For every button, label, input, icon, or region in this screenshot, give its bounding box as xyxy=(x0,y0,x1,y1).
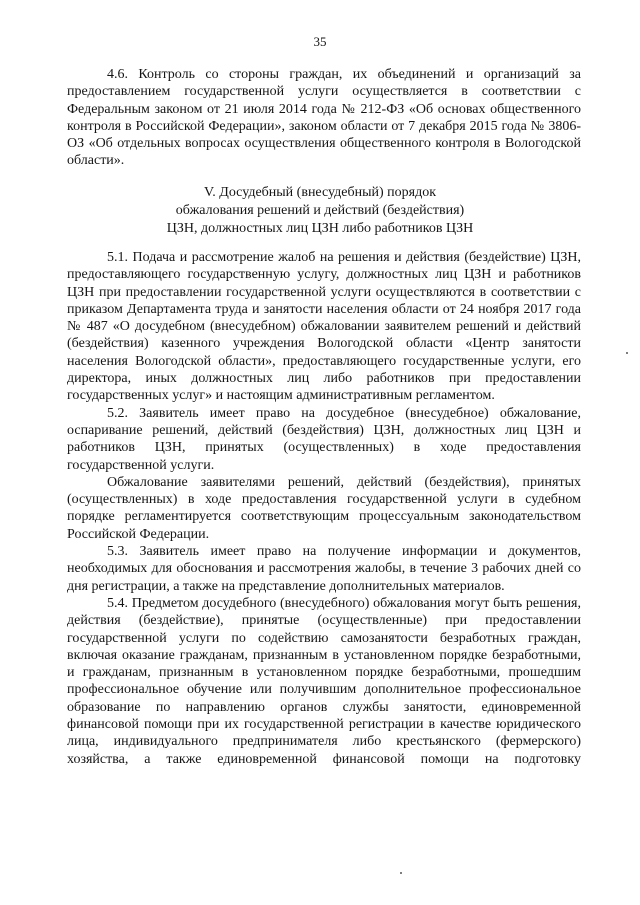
section-v-heading xyxy=(0,184,640,238)
scan-speck xyxy=(400,872,402,874)
section-heading-line-1: V. Досудебный (внесудебный) порядок xyxy=(203,185,437,200)
section-heading-line-3: ЦЗН, должностных лиц ЦЗН либо работников ЦЗН xyxy=(166,221,474,236)
page-number: 35 xyxy=(313,34,327,49)
section-v-body xyxy=(67,249,581,768)
paragraph-4-6-block xyxy=(67,66,581,170)
paragraph-4-6: 4.6. Контроль со стороны граждан, их объединений и организаций за предоставлением государственной услуги осуществляется в соответствии с Федеральным законом от 21 июля 2014 года № 212-ФЗ «Об основах общественного контроля в Российской Федерации», законом области от 7 декабря 2015 года № 3806-ОЗ «Об отдельных вопросах осуществления общественного контроля в Вологодской области». xyxy=(67,67,581,169)
paragraph-5-1: 5.1. Подача и рассмотрение жалоб на решения и действия (бездействие) ЦЗН, предоставляющего государственную услугу, должностных лиц ЦЗН и работников ЦЗН при предоставлении государственной услуги осуществляются в соответствии с приказом Департамента труда и занятости населения области от 24 ноября 2017 года № 487 «О досудебном (внесудебном) обжаловании заявителем решений и действий (бездействия) казенного учреждения Вологодской области «Центр занятости населения Вологодской области», предоставляющего государственные услуги, его директора, иных должностных лиц либо работников при предоставлении государственных услуг» и настоящим административным регламентом. xyxy=(67,250,581,404)
paragraph-appeal-court: Обжалование заявителями решений, действий (бездействия), принятых (осуществленных) в ходе предоставления государственной услуги в судебном порядке регламентируется соответствующим процессуальным законодательством Российской Федерации. xyxy=(67,474,581,542)
paragraph-5-2: 5.2. Заявитель имеет право на досудебное (внесудебное) обжалование, оспаривание решений, действий (бездействия) ЦЗН, должностных лиц ЦЗН и работников ЦЗН, принятых (осуществленных) в ходе предоставления государственной услуги. xyxy=(67,405,581,473)
paragraph-5-4: 5.4. Предметом досудебного (внесудебного) обжалования могут быть решения, действия (бездействие), принятые (осуществленные) при предоставлении государственной услуги по содействию самозанятости безработных граждан, включая оказание гражданам, признанным в установленном порядке безработными, и гражданам, признанным в установленном порядке безработными, прошедшим профессиональное обучение или получившим дополнительное профессиональное образование по направлению органов службы занятости, единовременной финансовой помощи при их государственной регистрации в качестве юридического лица, индивидуального предпринимателя либо крестьянского (фермерского) хозяйства, а также единовременной финансовой помощи на подготовку xyxy=(67,595,581,767)
section-heading-line-2: обжалования решений и действий (бездействия) xyxy=(175,203,465,218)
paragraph-5-3: 5.3. Заявитель имеет право на получение информации и документов, необходимых для обоснования и рассмотрения жалобы, в течение 3 рабочих дней со дня регистрации, а также на представление дополнительных материалов. xyxy=(67,544,581,594)
scan-speck xyxy=(626,352,628,354)
